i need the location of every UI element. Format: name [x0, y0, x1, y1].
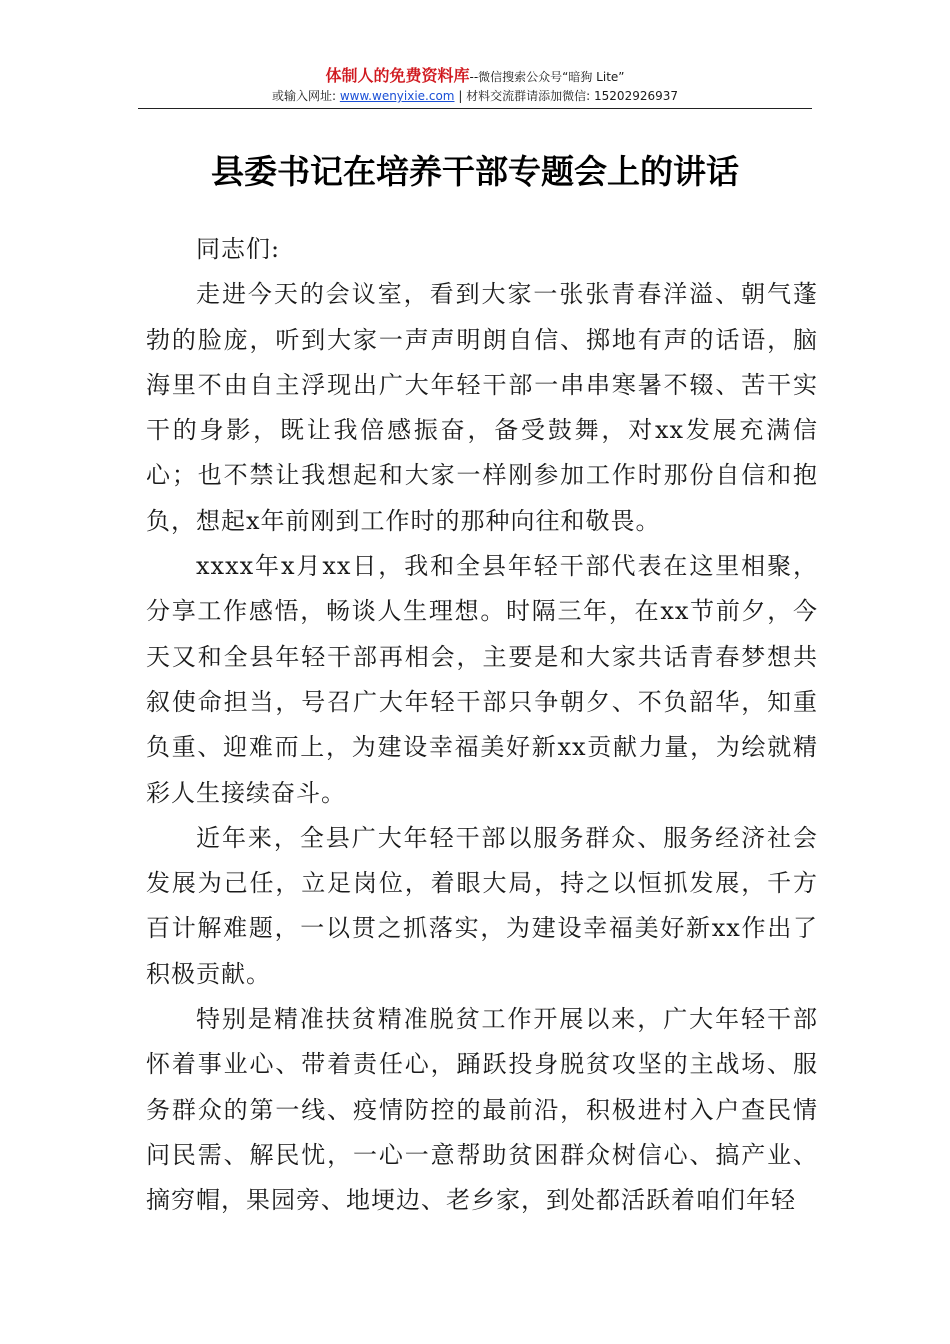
page-header — [138, 66, 812, 105]
brand-subtitle: --微信搜索公众号“暗狗 Lite” — [469, 70, 625, 84]
contact-info: | 材料交流群请添加微信: 15202926937 — [454, 89, 679, 103]
document-title: 县委书记在培养干部专题会上的讲话 — [211, 152, 739, 191]
url-prefix: 或输入网址: — [271, 89, 340, 103]
website-link[interactable]: www.wenyixie.com — [339, 89, 455, 103]
greeting: 同志们: — [196, 235, 281, 263]
header-divider — [138, 108, 812, 109]
paragraph: 特别是精准扶贫精准脱贫工作开展以来，广大年轻干部怀着事业心、带着责任心，踊跃投身脱贫攻坚的主战场、服务群众的第一线、疫情防控的最前沿，积极进村入户查民情问民需、解民忧，一心一意帮助贫困群众树信心、搞产业、摘穷帽，果园旁、地埂边、老乡家，到处都活跃着咱们年轻 — [146, 1005, 818, 1215]
paragraph: 近年来，全县广大年轻干部以服务群众、服务经济社会发展为己任，立足岗位，着眼大局，持之以恒抓发展，千方百计解难题，一以贯之抓落实，为建设幸福美好新xx作出了积极贡献。 — [146, 823, 818, 988]
paragraph: xxxx年x月xx日，我和全县年轻干部代表在这里相聚，分享工作感悟，畅谈人生理想。时隔三年，在xx节前夕，今天又和全县年轻干部再相会，主要是和大家共话青春梦想共叙使命担当，号召广大年轻干部只争朝夕、不负韶华，知重负重、迎难而上，为建设幸福美好新xx贡献力量，为绘就精彩人生接续奋斗。 — [146, 552, 818, 807]
brand-name: 体制人的免费资料库 — [325, 66, 470, 85]
header-contact-line — [138, 87, 812, 105]
header-brand-line — [138, 66, 812, 87]
paragraph: 走进今天的会议室，看到大家一张张青春洋溢、朝气蓬勃的脸庞，听到大家一声声明朗自信、掷地有声的话语，脑海里不由自主浮现出广大年轻干部一串串寒暑不辍、苦干实干的身影，既让我倍感振奋，备受鼓舞，对xx发展充满信心；也不禁让我想起和大家一样刚参加工作时那份自信和抱负，想起x年前刚到工作时的那种向往和敬畏。 — [146, 280, 818, 535]
document-body — [146, 227, 818, 1224]
